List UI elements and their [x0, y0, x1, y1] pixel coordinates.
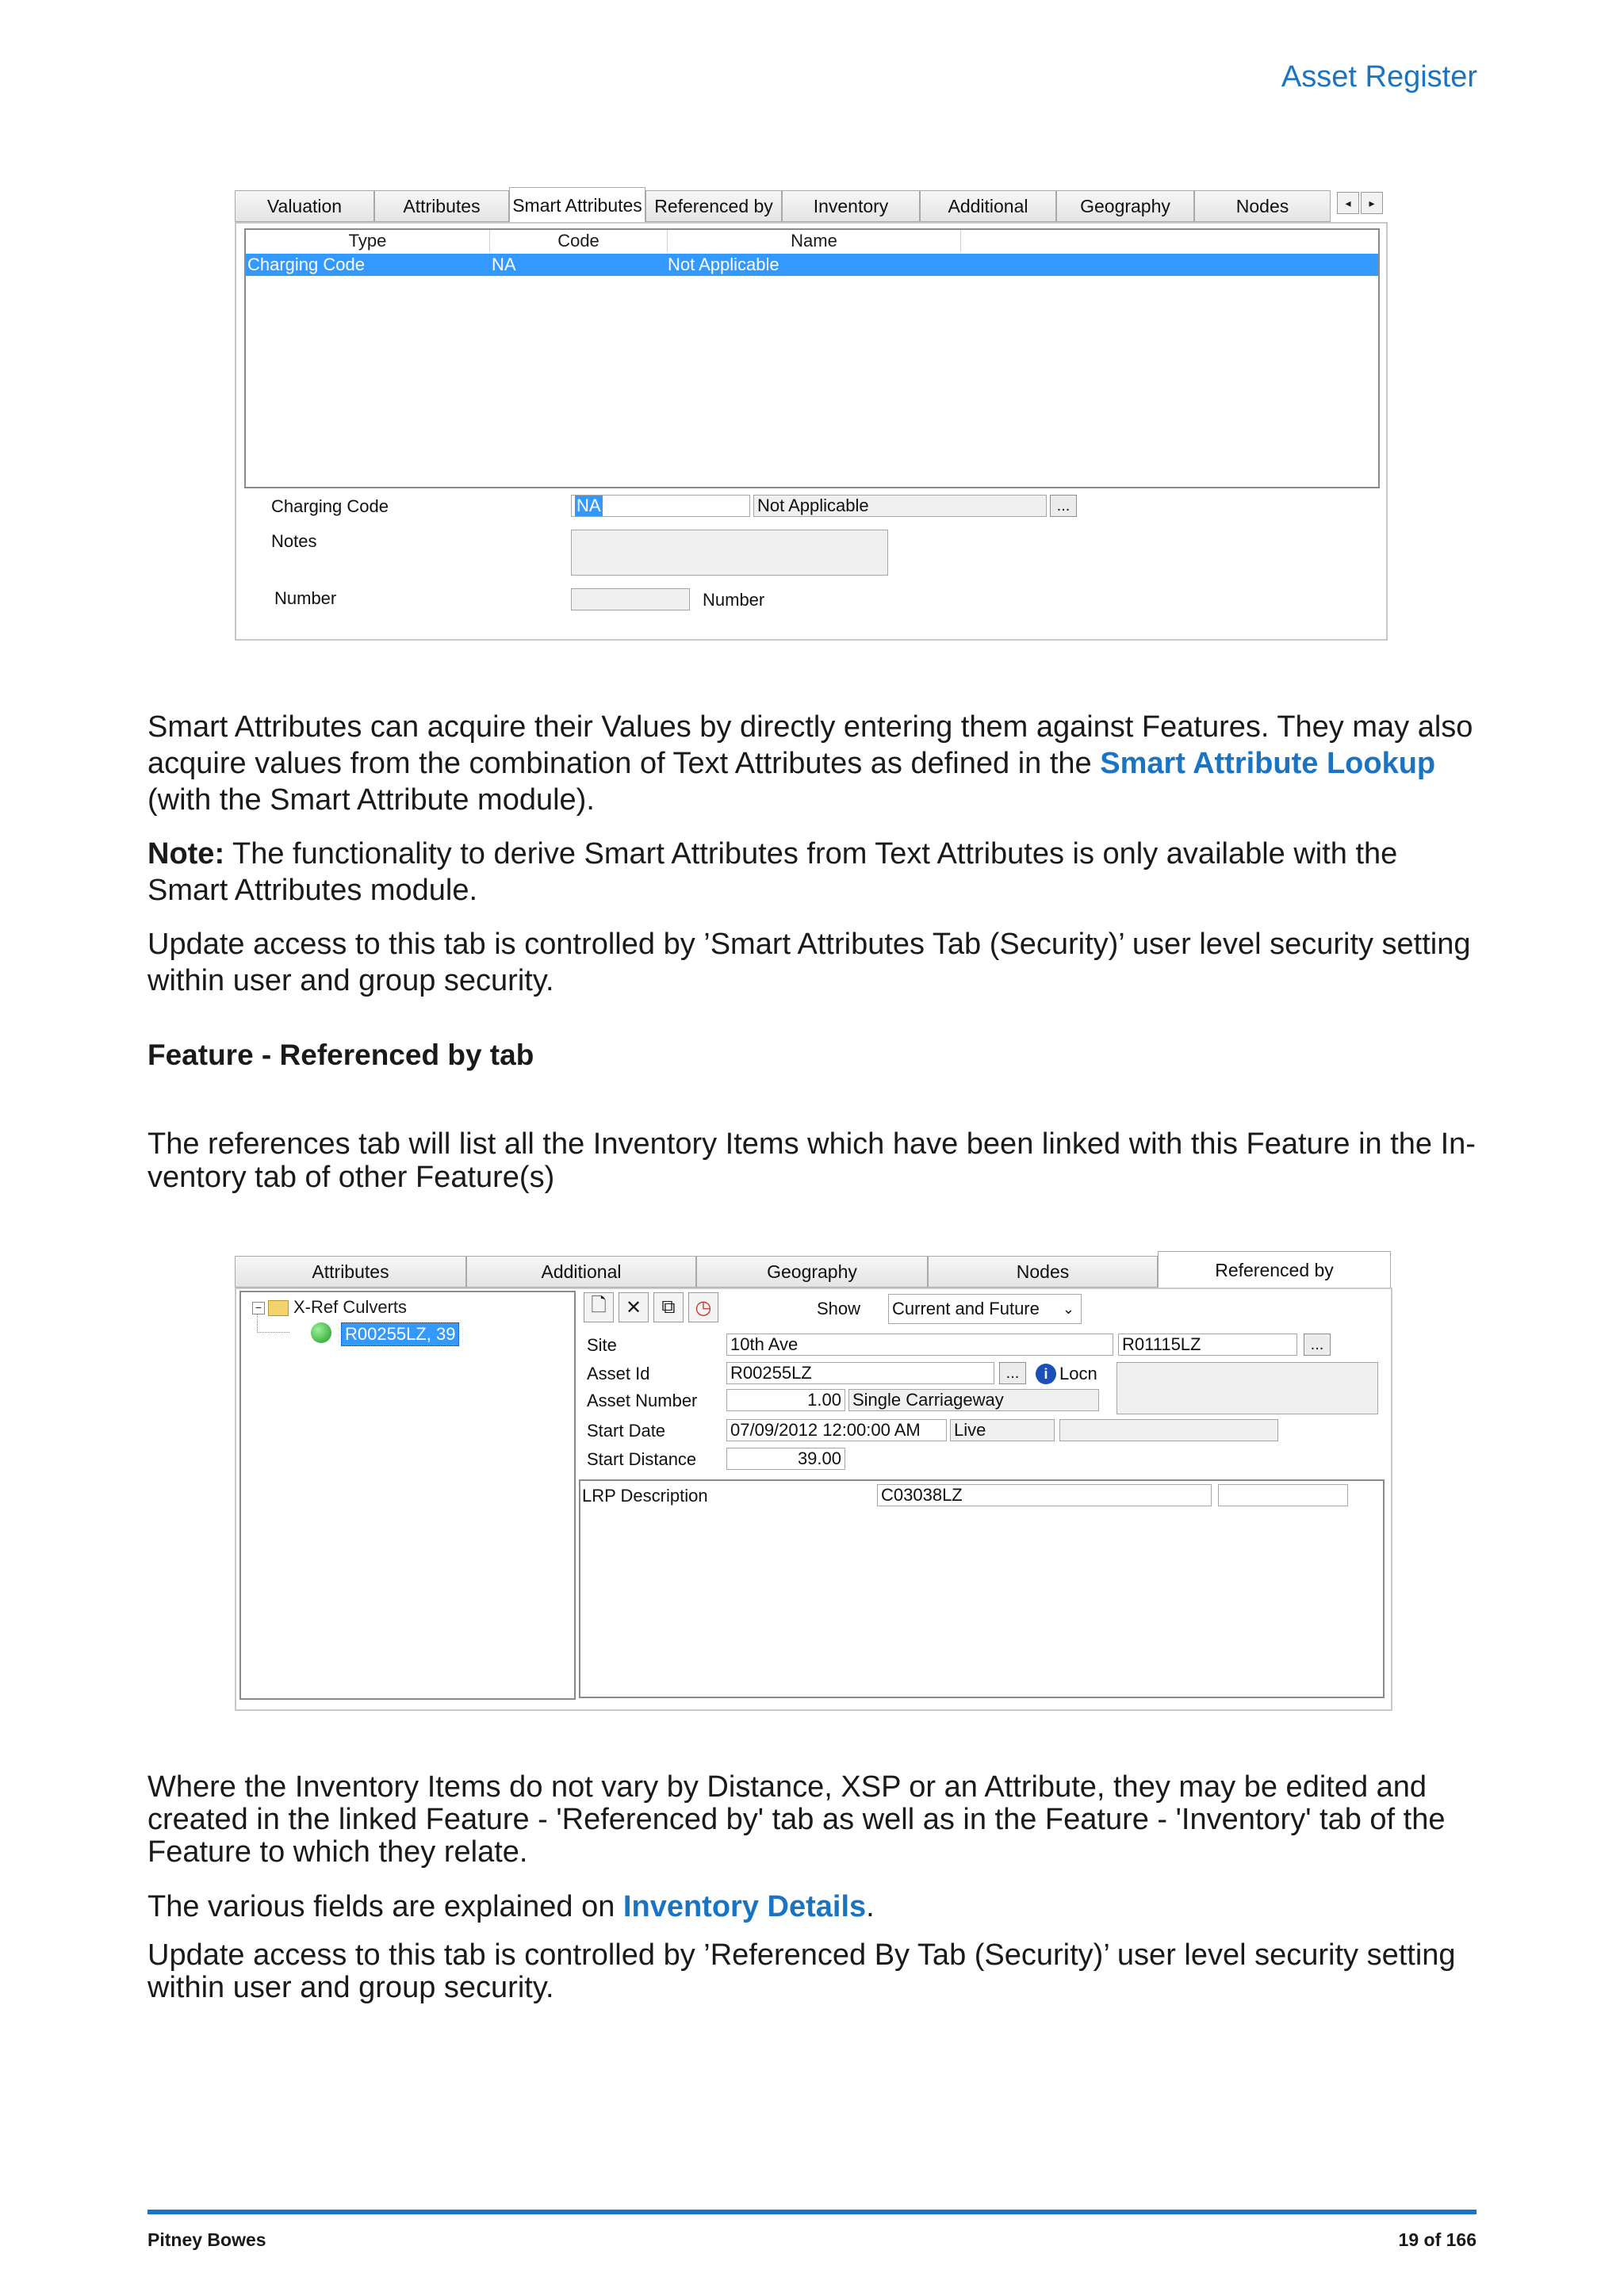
- green-status-icon: [311, 1322, 331, 1343]
- tab-additional[interactable]: Additional: [466, 1256, 696, 1288]
- folder-icon: [268, 1300, 289, 1316]
- number-suffix-label: Number: [703, 590, 765, 610]
- tab-label: Smart Attributes: [512, 194, 642, 216]
- asset-id-lookup-button[interactable]: ...: [999, 1362, 1026, 1384]
- start-distance-field[interactable]: 39.00: [726, 1448, 845, 1470]
- referenced-by-screenshot: [235, 1251, 1392, 1712]
- carriageway-field: Single Carriageway: [848, 1389, 1099, 1411]
- cell-code: NA: [492, 254, 516, 274]
- referenced-by-heading: Feature - Referenced by tab: [147, 1039, 534, 1071]
- tab-scroll-right-icon[interactable]: ▸: [1361, 192, 1383, 214]
- chevron-down-icon: ⌄: [1062, 1300, 1074, 1317]
- charging-code-label: Charging Code: [271, 496, 389, 516]
- tab-geography[interactable]: Geography: [696, 1256, 928, 1288]
- number-input[interactable]: [571, 588, 690, 610]
- charging-code-input[interactable]: NA: [571, 495, 750, 517]
- number-label: Number: [274, 588, 337, 608]
- tab-attributes[interactable]: Attributes: [235, 1256, 466, 1288]
- charging-code-lookup-button[interactable]: ...: [1050, 495, 1077, 517]
- footer-page-number: 19 of 166: [1398, 2229, 1477, 2250]
- asset-id-field[interactable]: R00255LZ: [726, 1362, 994, 1384]
- column-header-name[interactable]: Name: [668, 230, 961, 252]
- reference-tree: [239, 1291, 576, 1700]
- start-date-label: Start Date: [587, 1421, 666, 1441]
- asset-number-label: Asset Number: [587, 1391, 698, 1410]
- cell-type: Charging Code: [247, 254, 365, 274]
- start-date-field[interactable]: 07/09/2012 12:00:00 AM: [726, 1419, 947, 1441]
- inventory-items-paragraph: Where the Inventory Items do not vary by Distance, XSP or an Attribute, they may be edited and created in the linked Feature - 'Referenced by' tab as well as in the Feature - 'Inventory' tab of the Feature to which they relate.: [147, 1770, 1446, 1869]
- note-label: Note:: [147, 837, 225, 871]
- asset-number-field[interactable]: 1.00: [726, 1389, 845, 1411]
- info-icon[interactable]: i: [1036, 1364, 1056, 1384]
- tab-label: Attributes: [403, 195, 481, 216]
- notes-field[interactable]: [571, 530, 888, 576]
- table-row[interactable]: [246, 254, 1378, 276]
- tab-label: Geography: [1080, 195, 1170, 216]
- page-header-title: Asset Register: [1281, 60, 1477, 94]
- field-explanation-paragraph: The various fields are explained on Inventory Details.: [147, 1890, 875, 1923]
- lrp-code-field[interactable]: C03038LZ: [877, 1484, 1212, 1506]
- charging-code-name-field: Not Applicable: [753, 495, 1047, 517]
- collapse-icon[interactable]: −: [252, 1302, 265, 1314]
- start-distance-label: Start Distance: [587, 1449, 697, 1469]
- inventory-details-link[interactable]: Inventory Details: [622, 1890, 867, 1923]
- tab-inventory[interactable]: [782, 190, 920, 222]
- tab-nodes[interactable]: [928, 1256, 1158, 1288]
- copy-icon[interactable]: ⧉: [653, 1292, 684, 1322]
- column-header-code[interactable]: Code: [490, 230, 668, 252]
- site-field[interactable]: 10th Ave: [726, 1334, 1113, 1356]
- tab-additional[interactable]: [920, 190, 1056, 222]
- smart-attributes-paragraph: Smart Attributes can acquire their Values by directly entering them against Features. They may also acquire values from the combination of Text Attributes as defined in the Smart Attribute Lookup (with the Smart Attribute module).: [147, 710, 1473, 817]
- show-label: Show: [817, 1299, 861, 1318]
- tab-label: Inventory: [813, 195, 889, 216]
- site-code-field[interactable]: R01115LZ: [1118, 1334, 1297, 1356]
- cell-name: Not Applicable: [668, 254, 779, 274]
- show-dropdown[interactable]: Current and Future ⌄: [888, 1294, 1082, 1324]
- tab-scroll-left-icon[interactable]: ◂: [1337, 192, 1359, 214]
- site-label: Site: [587, 1335, 617, 1355]
- locn-label[interactable]: Locn: [1059, 1364, 1097, 1383]
- referenced-by-panel: [235, 1288, 1392, 1711]
- status-field: Live: [950, 1419, 1055, 1441]
- tree-child-item[interactable]: R00255LZ, 39: [341, 1322, 459, 1346]
- new-item-icon[interactable]: 🗋: [584, 1292, 614, 1322]
- note-paragraph: Note: The functionality to derive Smart Attributes from Text Attributes is only available with the Smart Attributes module.: [147, 837, 1398, 907]
- tab-smart-attributes[interactable]: [509, 187, 645, 224]
- history-icon[interactable]: ◷: [688, 1292, 718, 1322]
- tab-referenced-by[interactable]: Referenced by: [1158, 1251, 1391, 1289]
- referenced-by-security-paragraph: Update access to this tab is controlled by ’Referenced By Tab (Security)’ user level security setting within user and group security.: [147, 1938, 1456, 2004]
- smart-attributes-security-paragraph: Update access to this tab is controlled by ’Smart Attributes Tab (Security)’ user level security setting within user and group security.: [147, 928, 1471, 997]
- lrp-extra-field[interactable]: [1218, 1484, 1348, 1506]
- delete-icon[interactable]: ✕: [619, 1292, 649, 1322]
- smart-attribute-lookup-link[interactable]: Smart Attribute Lookup: [1100, 747, 1436, 780]
- smart-attributes-panel: [235, 222, 1388, 641]
- smart-attributes-screenshot: [235, 187, 1389, 642]
- notes-label: Notes: [271, 531, 317, 551]
- lrp-description-label: LRP Description: [582, 1486, 708, 1506]
- tab-label: Nodes: [1235, 195, 1289, 216]
- tab-referenced-by[interactable]: [645, 190, 782, 222]
- tree-connector: [257, 1314, 289, 1333]
- tab-attributes[interactable]: [374, 190, 509, 222]
- tab-label: Valuation: [266, 195, 343, 216]
- tab-valuation[interactable]: [235, 190, 374, 222]
- tree-root-label[interactable]: X-Ref Culverts: [293, 1297, 408, 1317]
- smart-attributes-grid: [244, 228, 1380, 488]
- location-description-field: [1116, 1362, 1378, 1414]
- references-tab-paragraph: The references tab will list all the Inventory Items which have been linked with this Feature in the In-ventory tab of other Feature(s): [147, 1127, 1476, 1194]
- tab-label: Additional: [948, 195, 1028, 216]
- column-header-type[interactable]: Type: [246, 230, 490, 252]
- footer-rule: [147, 2210, 1477, 2214]
- tab-label: Nodes: [1016, 1261, 1070, 1282]
- lrp-panel: [579, 1479, 1385, 1698]
- tab-nodes[interactable]: [1194, 190, 1331, 222]
- end-date-field: [1059, 1419, 1278, 1441]
- site-lookup-button[interactable]: ...: [1304, 1334, 1331, 1356]
- footer-company: Pitney Bowes: [147, 2229, 266, 2250]
- asset-id-label: Asset Id: [587, 1364, 650, 1383]
- tab-geography[interactable]: [1056, 190, 1194, 222]
- tab-label: Referenced by: [654, 195, 773, 216]
